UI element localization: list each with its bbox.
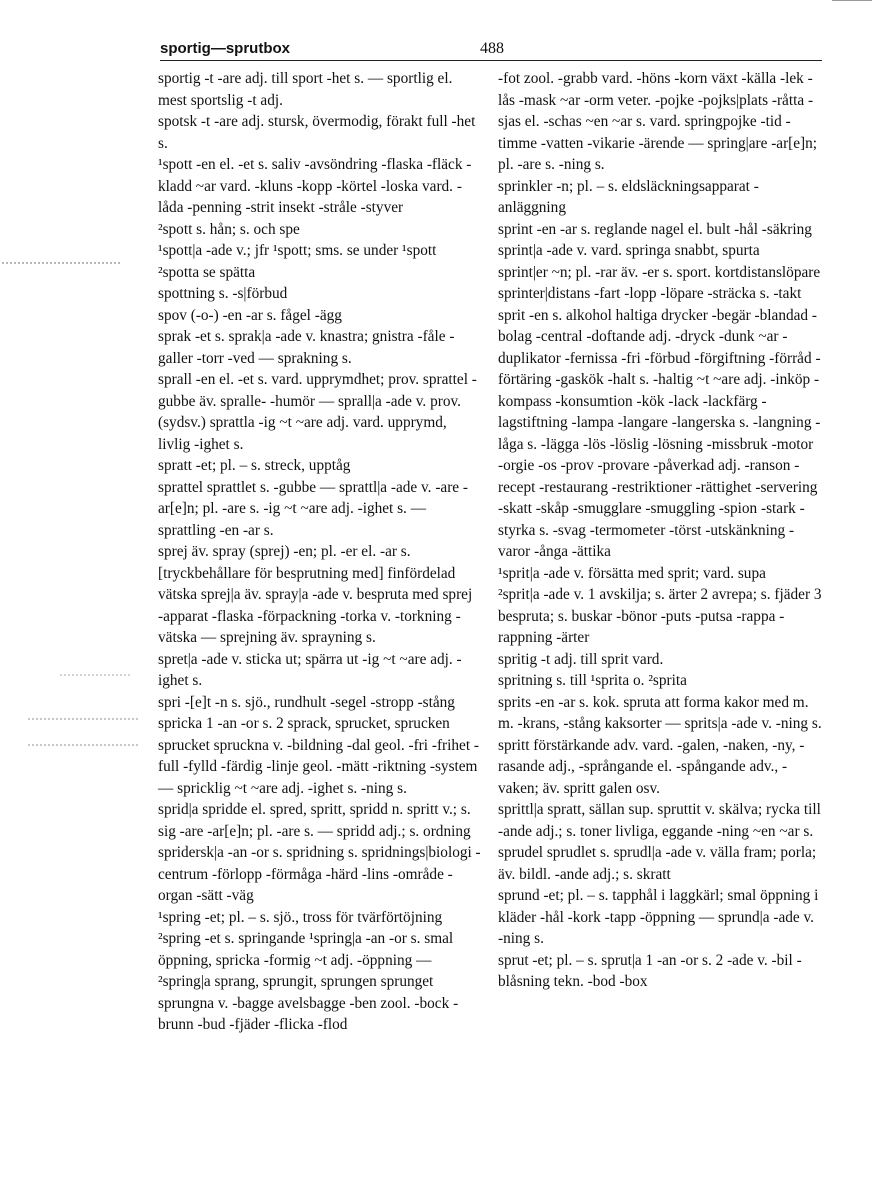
page-number: 488 — [480, 40, 504, 57]
entry-spotta-2: ²spotta se spätta — [158, 263, 256, 281]
entry-sprinta: sprint|a -ade v. vard. springa snabbt, spurta — [498, 242, 760, 259]
entry-spott-1: ¹spott -en el. -et s. saliv -avsöndring -flaska -fläck -kladd ~ar vard. -kluns -kopp -körtel -loska vard. -låda -penning -strit insekt -stråle -styver — [158, 156, 472, 216]
entry-sprut: sprut -et; pl. – s. sprut|a 1 -an -or s. 2 -ade v. -bil -blåsning tekn. -bod -box — [498, 951, 802, 990]
entry-spott-2: ²spott s. hån; s. och spe — [158, 220, 300, 238]
entry-spring-1: ¹spring -et; pl. – s. sjö., tross för tvärförtöjning — [158, 908, 443, 926]
entry-spotsk: spotsk -t -are adj. stursk, övermodig, förakt full -het s. — [158, 113, 476, 152]
left-column — [158, 68, 481, 1036]
entry-spritig: spritig -t adj. till sprit vard. — [498, 650, 664, 668]
entry-spottning: spottning s. -s|förbud — [158, 285, 288, 302]
entry-sprint: sprint -en -ar s. reglande nagel el. bult -hål -säkring — [498, 220, 812, 238]
entry-spring-2: ²spring -et s. springande ¹spring|a -an -or s. smal öppning, spricka -formig ~t adj. -öppning — ²spring|a sprang, sprungit, sprungen sprunget sprungna v. -bagge avelsbagge -ben zool. -bock -brunn -bud -fjäder -flicka -flod — [158, 930, 459, 1033]
entry-sprinter: sprint|er ~n; pl. -rar äv. -er s. sport. kortdistanslöpare sprinter|distans -fart -lopp -löpare -sträcka s. -takt — [498, 263, 821, 302]
entry-spov: spov (-o-) -en -ar s. fågel -ägg — [158, 306, 342, 324]
entry-spritt: spritt förstärkande adv. vard. -galen, -naken, -ny, -rasande adj., -språngande el. -spångande adv., -vaken; äv. spritt galen osv. — [498, 736, 805, 797]
running-head: sportig—sprutbox — [160, 40, 290, 57]
entry-spreta: spret|a -ade v. sticka ut; spärra ut -ig ~t ~are adj. -ighet s. — [158, 650, 462, 689]
entry-sprida: sprid|a spridde el. spred, spritt, spridd n. spritt v.; s. sig -are -ar[e]n; pl. -are s. — spridd adj.; s. ordning spridersk|a -an -or s. spridning s. spridnings|biologi -centrum -förlopp -förmåga -härd -lins -område -organ -sätt -väg — [158, 801, 481, 904]
entry-sportig: sportig -t -are adj. till sport -het s. — sportlig el. mest sportslig -t adj. — [158, 70, 453, 109]
scan-edge-mark — [832, 0, 872, 5]
entry-spri: spri -[e]t -n s. sjö., rundhult -segel -stropp -stång — [158, 693, 455, 711]
entry-spotta-1: ¹spott|a -ade v.; jfr ¹spott; sms. se under ¹spott — [158, 242, 437, 259]
page-header — [160, 40, 820, 62]
header-rule — [160, 60, 822, 61]
entry-sprits: sprits -en -ar s. kok. spruta att forma kakor med m. m. -krans, -stång kaksorter — sprits|a -ade v. -ning s. — [498, 693, 822, 732]
entry-sprattel: sprattel sprattlet s. -gubbe — sprattl|a -ade v. -are -ar[e]n; pl. -are s. -ig ~t ~are adj. -ighet s. — sprattling -en -ar s. — [158, 478, 469, 539]
entry-spring-continued: -fot zool. -grabb vard. -höns -korn växt -källa -lek -lås -mask ~ar -orm veter. -pojke -pojks|plats -råtta -sjas el. -schas ~en ~ar s. vard. springpojke -tid -timme -vatten -vikarie -ärende — spring|are -ar[e]n; pl. -are s. -ning s. — [498, 70, 818, 173]
entry-sprit: sprit -en s. alkohol haltiga drycker -begär -blandad -bolag -central -doftande adj. -dryck -dunk ~ar -duplikator -fernissa -fri -förbud -förgiftning -förråd -förtäring -gaskök -halt s. -haltig ~t ~are adj. -inköp -kompass -konsumtion -kök -lack -lackfärg -lagstiftning -lampa -langare -langerska s. -langning -låga s. -lägga -lös -löslig -lösning -missbruk -motor -orgie -os -prov -provare -påverkad adj. -ranson -recept -restaurang -restriktioner -rättighet -servering -skatt -skåp -smugglare -smuggling -spion -stark -styrka s. -svag -termometer -törst -utskänkning -varor -ånga -ättika — [498, 306, 821, 560]
entry-sprinkler: sprinkler -n; pl. – s. eldsläckningsapparat -anläggning — [498, 177, 759, 216]
entry-sprittla: sprittl|a spratt, sällan sup. spruttit v. skälva; rycka till -ande adj.; s. toner livliga, eggande -ning ~en ~ar s. — [498, 801, 821, 840]
entry-spricka: spricka 1 -an -or s. 2 sprack, sprucket, sprucken sprucket spruckna v. -bildning -dal geol. -fri -frihet -full -fylld -färdig -linje geol. -mätt -riktning -system — spricklig ~t ~are adj. -ighet s. -ning s. — [158, 715, 479, 797]
entry-sprita-1: ¹sprit|a -ade v. försätta med sprit; vard. supa — [498, 564, 766, 582]
scan-artifact — [60, 670, 130, 676]
entry-spritning: spritning s. till ¹sprita o. ²sprita — [498, 672, 687, 689]
entry-sprita-2: ²sprit|a -ade v. 1 avskilja; s. ärter 2 avrepa; s. fjäder 3 bespruta; s. buskar -bönor -puts -putsa -rappa -rappning -ärter — [498, 586, 822, 646]
entry-sprall: sprall -en el. -et s. vard. upprymdhet; prov. sprattel -gubbe äv. spralle- -humör — sprall|a -ade v. prov. (sydsv.) sprattla -ig ~t ~are adj. vard. upprymd, livlig -ighet s. — [158, 371, 477, 453]
entry-sprej: sprej äv. spray (sprej) -en; pl. -er el. -ar s. [tryckbehållare för besprutning med] finfördelad vätska sprej|a äv. spray|a -ade v. bespruta med sprej -apparat -flaska -förpackning -torka v. -torkning -vätska — sprejning äv. sprayning s. — [158, 543, 473, 646]
entry-sprak: sprak -et s. sprak|a -ade v. knastra; gnistra -fåle -galler -torr -ved — sprakning s. — [158, 328, 455, 367]
scan-artifact — [2, 252, 120, 264]
entry-sprund: sprund -et; pl. – s. tapphål i laggkärl; smal öppning i kläder -hål -kork -tapp -öppning — sprund|a -ade v. -ning s. — [498, 887, 819, 947]
entry-spratt: spratt -et; pl. – s. streck, upptåg — [158, 457, 351, 474]
entry-sprudel: sprudel sprudlet s. sprudl|a -ade v. välla fram; porla; äv. bildl. -ande adj.; s. skratt — [498, 844, 817, 883]
scan-artifact — [28, 718, 138, 746]
right-column — [498, 68, 822, 993]
